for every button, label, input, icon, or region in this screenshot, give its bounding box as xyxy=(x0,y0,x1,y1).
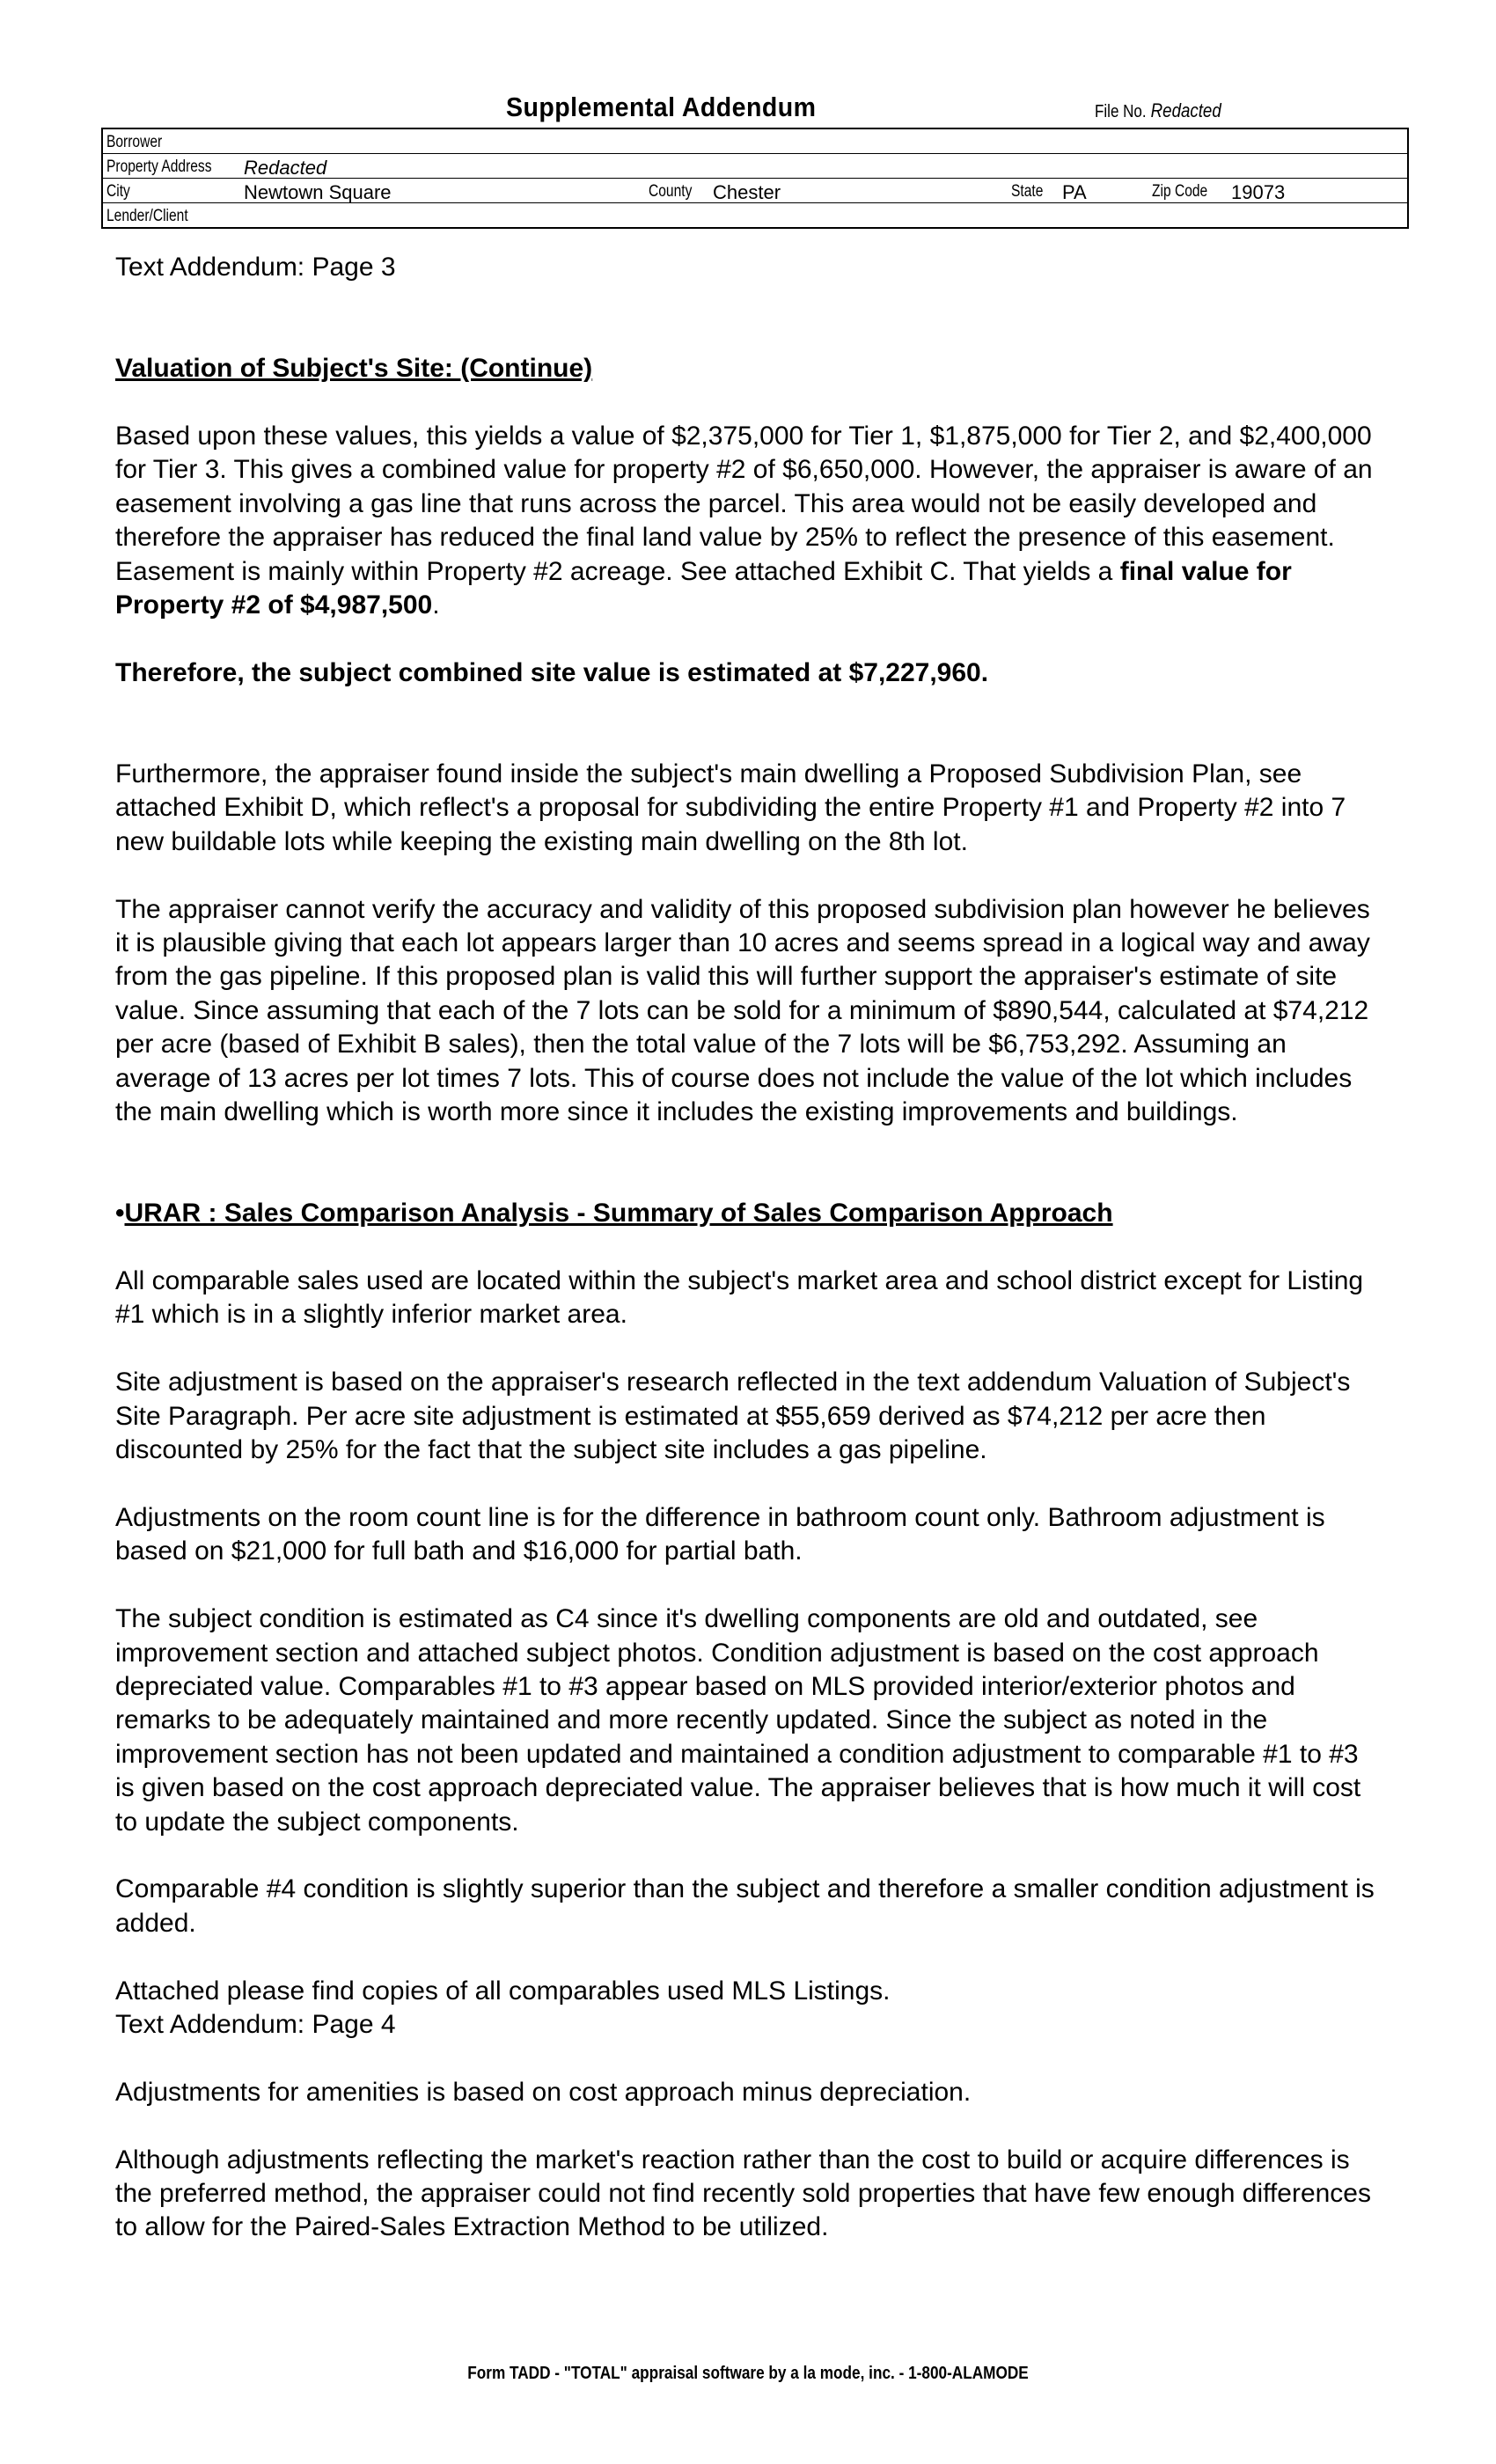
state-value: PA xyxy=(1062,181,1087,203)
zip-code-label: Zip Code xyxy=(1152,182,1208,201)
borrower-cell xyxy=(102,128,1408,154)
urar-heading-text: URAR : Sales Comparison Analysis - Summary of Sales Comparison Approach xyxy=(124,1199,1113,1228)
form-title: Supplemental Addendum xyxy=(506,92,817,122)
city-row xyxy=(102,179,1408,203)
state-label: State xyxy=(1011,182,1044,201)
site-valuation-heading: Valuation of Subject's Site: (Continue) xyxy=(115,354,593,384)
urar-paragraph-1: All comparable sales used are located within the subject's market area and school district except for Listing #1 which is in a slightly inferior market area. xyxy=(115,1266,1364,1330)
county-label: County xyxy=(649,182,693,201)
site-valuation-final-value: final value for Property #2 of $4,987,500 xyxy=(115,556,1292,620)
city-label: City xyxy=(106,182,130,201)
property-address-label: Property Address xyxy=(106,158,212,176)
urar-paragraph-6: Attached please find copies of all comparables used MLS Listings. xyxy=(115,1976,891,2006)
borrower-label: Borrower xyxy=(106,133,163,151)
lender-cell xyxy=(102,203,1408,229)
amenities-paragraph: Adjustments for amenities is based on cost approach minus depreciation. xyxy=(115,2077,972,2107)
file-number xyxy=(1095,99,1221,122)
site-valuation-text: Based upon these values, this yields a value of $2,375,000 for Tier 1, $1,875,000 for Tier 2, and $2,400,000 for Tier 3. This gives a combined value for property #2 of $6,650,000. However, the appraiser is aware of an easement involving a gas line that runs across the parcel. This area would not be easily developed and therefore the appraiser has reduced the final land value by 25% to reflect the presence of this easement. Easement is mainly within Property #2 acreage. See attached Exhibit C. That yields a xyxy=(115,422,1373,586)
addendum-body xyxy=(115,251,1382,2245)
lender-label: Lender/Client xyxy=(106,207,188,225)
site-valuation-period: . xyxy=(432,590,440,620)
zip-code-value: 19073 xyxy=(1231,181,1286,203)
urar-paragraph-4: The subject condition is estimated as C4 since it's dwelling components are old and outdated, see improvement section and attached subject photos. Condition adjustment is based on the cost approach depreciated value. Comparables #1 to #3 appear based on MLS provided interior/exterior photos and remarks to be adequately maintained and more recently updated. Since the subject as noted in the improvement section has not been updated and maintained a condition adjustment to comparable #1 to #3 is given based on the cost approach depreciated value. The appraiser believes that is how much it will cost to update the subject components. xyxy=(115,1604,1361,1837)
site-value-conclusion: Therefore, the subject combined site value is estimated at $7,227,960. xyxy=(115,657,989,687)
borrower-row xyxy=(102,128,1408,154)
property-info-table xyxy=(101,128,1409,229)
urar-paragraph-5: Comparable #4 condition is slightly superior than the subject and therefore a smaller condition adjustment is added. xyxy=(115,1874,1375,1938)
page-3-label: Text Addendum: Page 3 xyxy=(115,253,396,282)
urar-paragraph-2: Site adjustment is based on the appraiser's research reflected in the text addendum Valuation of Subject's Site Paragraph. Per acre site adjustment is estimated at $55,659 derived as $74,212 per acre then discounted by 25% for the fact that the subject site includes a gas pipeline. xyxy=(115,1368,1351,1465)
property-address-cell xyxy=(102,154,1408,179)
bullet: • xyxy=(115,1199,125,1228)
lender-row xyxy=(102,203,1408,229)
city-value: Newtown Square xyxy=(244,181,392,203)
subdivision-paragraph-1: Furthermore, the appraiser found inside the subject's main dwelling a Proposed Subdivision Plan, see attached Exhibit D, which reflect's a proposal for subdividing the entire Property #1 and Property #2 into 7 new buildable lots while keeping the existing main dwelling on the 8th lot. xyxy=(115,759,1346,856)
urar-paragraph-3: Adjustments on the room count line is for the difference in bathroom count only. Bathroom adjustment is based on $21,000 for full bath and $16,000 for partial bath. xyxy=(115,1502,1325,1566)
form-footer: Form TADD - "TOTAL" appraisal software by a la mode, inc. - 1-800-ALAMODE xyxy=(467,2364,1029,2383)
subdivision-paragraph-2: The appraiser cannot verify the accuracy and validity of this proposed subdivision plan however he believes it is plausible giving that each lot appears larger than 10 acres and seems spread in a logical way and away from the gas pipeline. If this proposed plan is valid this will further support the appraiser's estimate of site value. Since assuming that each of the 7 lots can be sold for a minimum of $890,544, calculated at $74,212 per acre (based of Exhibit B sales), then the total value of the 7 lots will be $6,753,292. Assuming an average of 13 acres per lot times 7 lots. This of course does not include the value of the lot which includes the main dwelling which is worth more since it includes the existing improvements and buildings. xyxy=(115,894,1370,1127)
file-number-label: File No. xyxy=(1095,102,1147,121)
urar-heading xyxy=(115,1197,1382,1230)
final-paragraph: Although adjustments reflecting the market's reaction rather than the cost to build or acquire differences is the preferred method, the appraiser could not find recently sold properties that have few enough differences to allow for the Paired-Sales Extraction Method to be utilized. xyxy=(115,2145,1371,2242)
city-cell xyxy=(102,179,1408,203)
page-4-label: Text Addendum: Page 4 xyxy=(115,2009,396,2039)
property-address-row xyxy=(102,154,1408,179)
county-value: Chester xyxy=(713,181,781,203)
property-address-value: Redacted xyxy=(244,157,327,179)
file-number-value: Redacted xyxy=(1150,99,1221,121)
site-valuation-paragraph xyxy=(115,420,1382,622)
